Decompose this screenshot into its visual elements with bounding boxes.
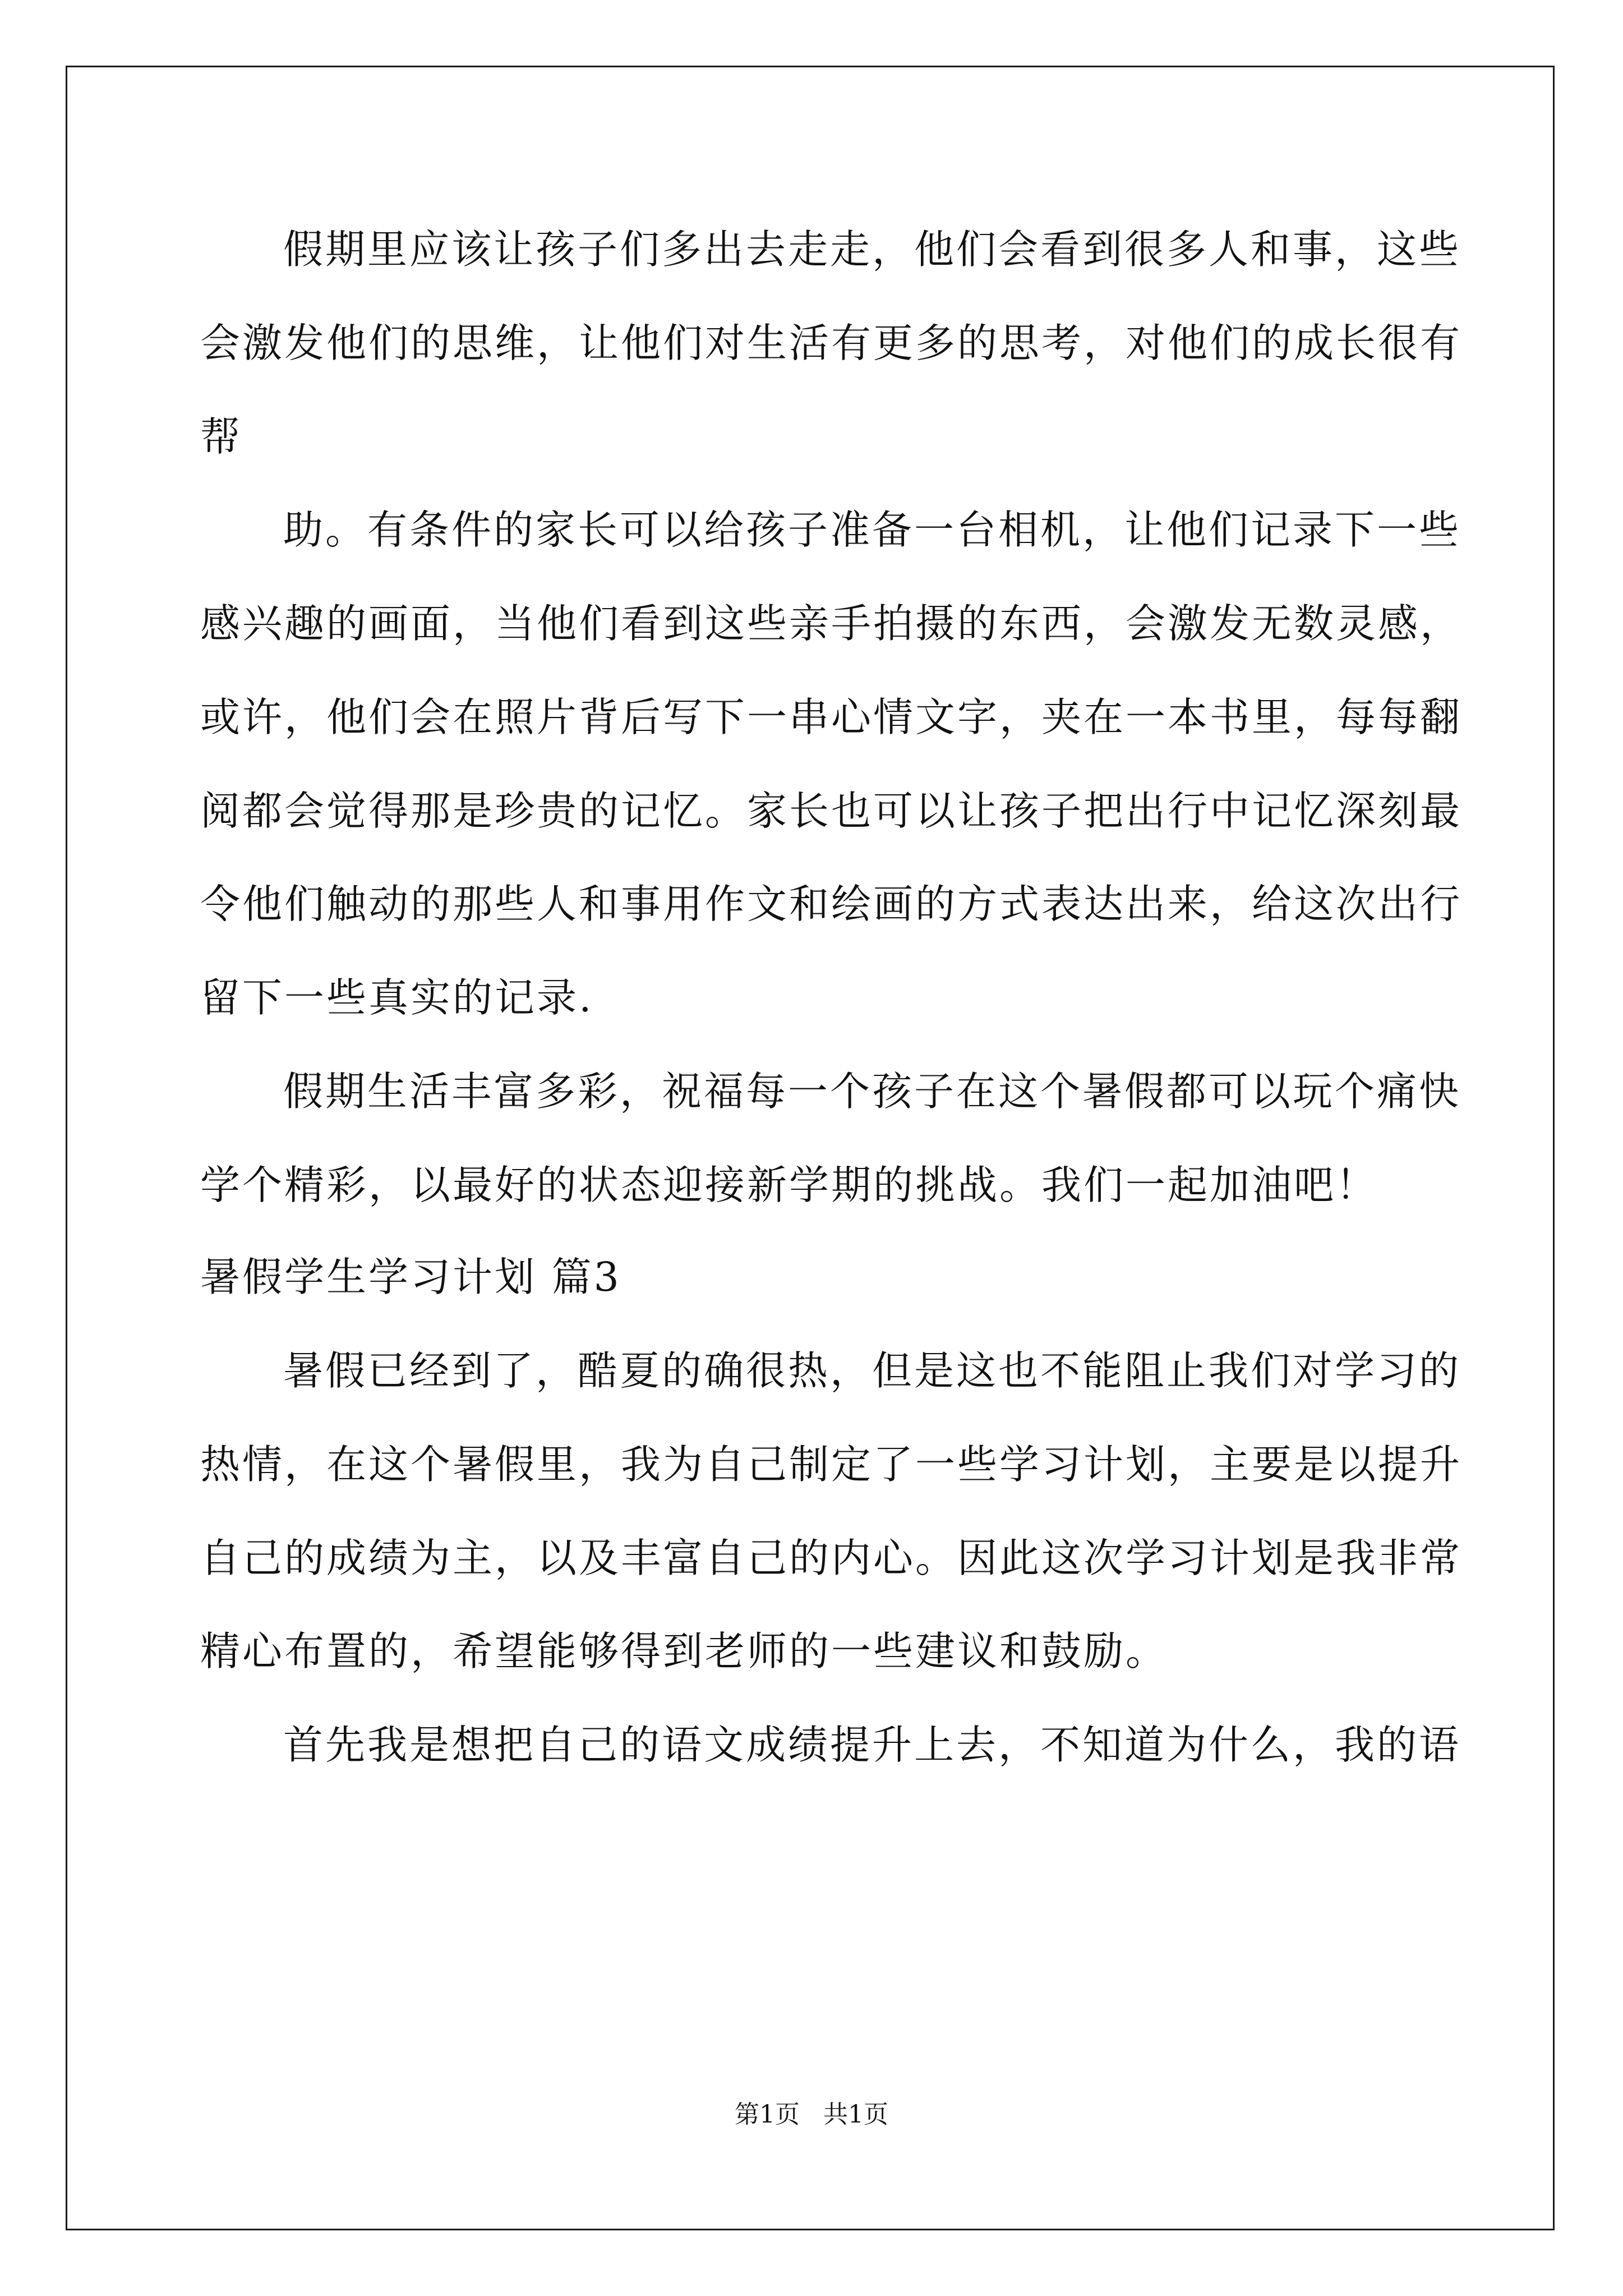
text-line: 精心布置的，希望能够得到老师的一些建议和鼓励。	[200, 1628, 1168, 1674]
section-heading: 暑假学生学习计划 篇3	[200, 1254, 621, 1300]
text-line: 暑假已经到了，酷夏的确很热，但是这也不能阻止我们对学习的	[283, 1347, 1461, 1394]
page-border	[66, 66, 1555, 2230]
text-line: 假期里应该让孩子们多出去走走，他们会看到很多人和事，这些	[283, 226, 1461, 273]
text-line: 首先我是想把自己的语文成绩提升上去，不知道为什么，我的语	[283, 1722, 1461, 1768]
text-line: 阅都会觉得那是珍贵的记忆。家长也可以让孩子把出行中记忆深刻最	[200, 788, 1463, 834]
text-line: 助。有条件的家长可以给孩子准备一台相机，让他们记录下一些	[283, 507, 1461, 553]
text-line: 学个精彩，以最好的状态迎接新学期的挑战。我们一起加油吧！	[200, 1162, 1378, 1208]
text-line: 会激发他们的思维，让他们对生活有更多的思考，对他们的成长很有	[200, 320, 1463, 366]
text-line: 感兴趣的画面，当他们看到这些亲手拍摄的东西，会激发无数灵感，	[200, 600, 1463, 647]
text-line: 或许，他们会在照片背后写下一串心情文字，夹在一本书里，每每翻	[200, 694, 1463, 740]
page-number-footer: 第1页 共1页	[735, 2100, 888, 2129]
text-line: 帮	[200, 413, 243, 460]
text-line: 热情，在这个暑假里，我为自己制定了一些学习计划，主要是以提升	[200, 1441, 1463, 1488]
text-line: 留下一些真实的记录.	[200, 974, 594, 1021]
text-line: 令他们触动的那些人和事用作文和绘画的方式表达出来，给这次出行	[200, 881, 1463, 927]
text-line: 自己的成绩为主，以及丰富自己的内心。因此这次学习计划是我非常	[200, 1535, 1463, 1581]
text-line: 假期生活丰富多彩，祝福每一个孩子在这个暑假都可以玩个痛快	[283, 1068, 1461, 1115]
